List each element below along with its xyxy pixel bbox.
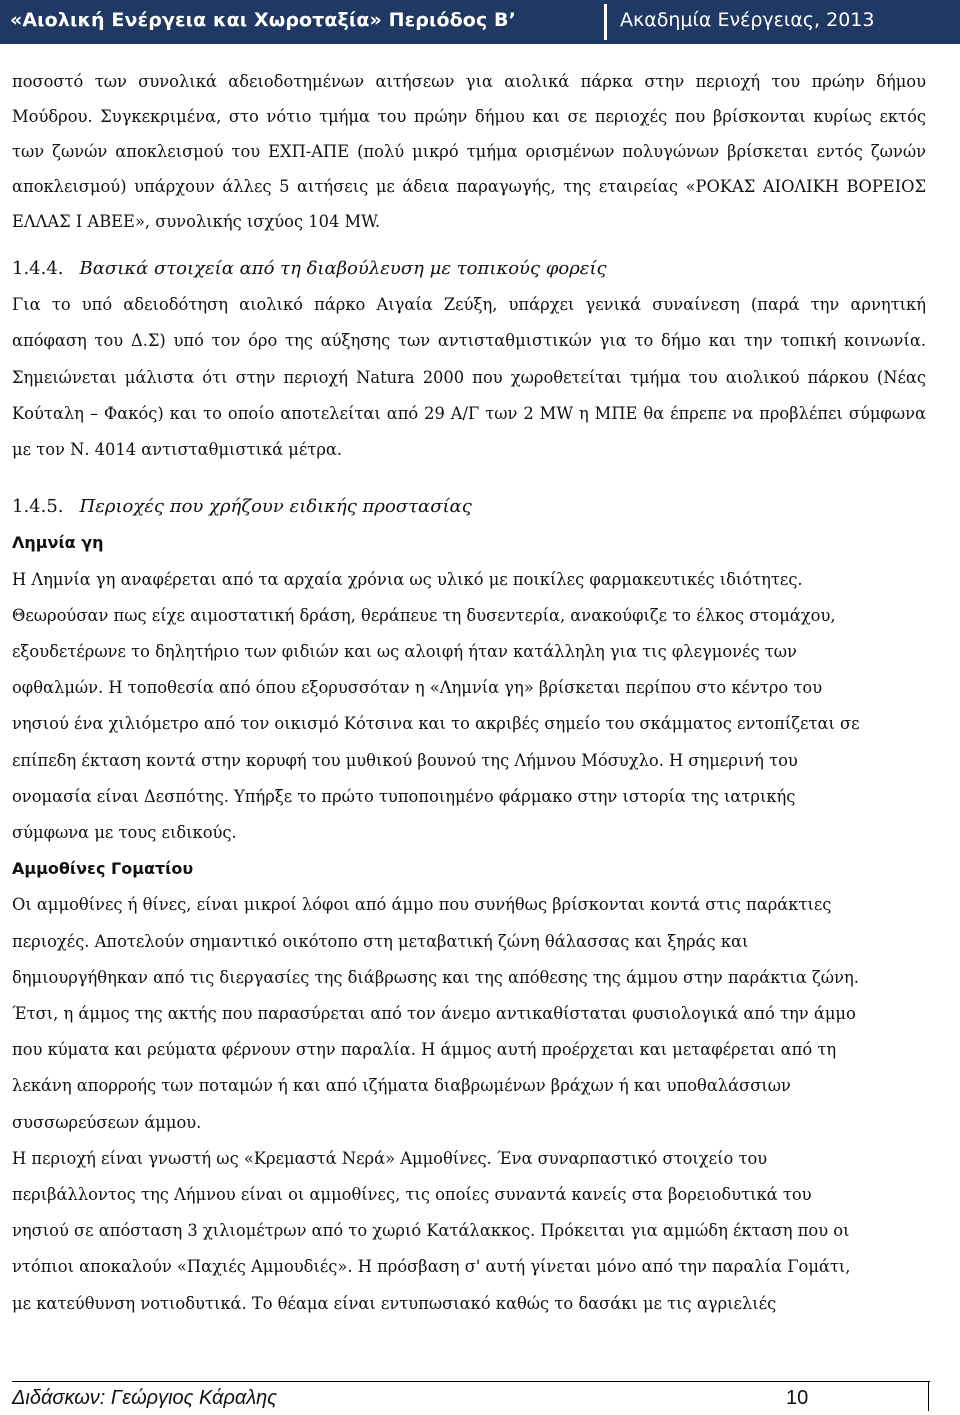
text-line: οφθαλμών. Η τοποθεσία από όπου εξορυσσόταν η «Λημνία γη» βρίσκεται περίπου στο κέντρο του — [12, 678, 823, 698]
header-separator — [604, 4, 607, 40]
text-line: ονομασία είναι Δεσπότης. Υπήρξε το πρώτο τυποποιημένο φάρμακο στην ιστορία της ιατρικής — [12, 786, 796, 806]
section-heading-1-4-5 — [12, 489, 926, 525]
text-line: νησιού ένα χιλιόμετρο από τον οικισμό Κότσινα και το ακριβές σημείο του σκάμματος εντοπίζεται σε — [12, 714, 860, 734]
section-title: Περιοχές που χρήζουν ειδικής προστασίας — [79, 496, 472, 518]
text-line: συσσωρεύσεων άμμου. — [12, 1112, 202, 1132]
intro-paragraph: ποσοστό των συνολικά αδειοδοτημένων αιτήσεων για αιολικά πάρκα στην περιοχή του πρώην δήμου Μούδρου. Συγκεκριμένα, στο νότιο τμήμα του πρώην δήμου και σε περιοχές που βρίσκονται κυρίως εκτός των ζωνών αποκλεισμού του ΕΧΠ-ΑΠΕ (πολύ μικρό τμήμα ορισμένων πολυγώνων βρίσκεται εντός ζωνών αποκλεισμού) υπάρχουν άλλες 5 αιτήσεις με άδεια παραγωγής, της εταιρείας «ΡΟΚΑΣ ΑΙΟΛΙΚΗ ΒΟΡΕΙΟΣ ΕΛΛΑΣ Ι ΑΒΕΕ», συνολικής ισχύος 104 MW. — [12, 72, 926, 231]
header-academy: Ακαδημία Ενέργειας, 2013 — [620, 9, 875, 31]
section-number: 1.4.5. — [12, 496, 64, 518]
page-number: 10 — [786, 1387, 809, 1409]
subheading-lemnian-earth: Λημνία γη — [12, 533, 104, 553]
text-line: Οι αμμοθίνες ή θίνες, είναι μικροί λόφοι από άμμο που συνήθως βρίσκονται κοντά στις παράκτιες — [12, 895, 832, 915]
text-line: σύμφωνα με τους ειδικούς. — [12, 823, 237, 843]
header-title: «Αιολική Ενέργεια και Χωροταξία» Περιόδος Β’ — [10, 9, 516, 31]
section-number: 1.4.4. — [12, 258, 64, 279]
text-line: με κατεύθυνση νοτιοδυτικά. Το θέαμα είναι εντυπωσιακό καθώς το δασάκι με τις αγριελιές — [12, 1293, 777, 1313]
text-line: που κύματα και ρεύματα φέρνουν στην παραλία. Η άμμος αυτή προέρχεται και μεταφέρεται από τη — [12, 1040, 837, 1060]
gomati-dunes-paragraph — [12, 887, 926, 1321]
text-line: νησιού σε απόσταση 3 χιλιομέτρων από το χωριό Κατάλακκος. Πρόκειται για αμμώδη έκταση που οι — [12, 1221, 850, 1241]
text-line: ντόπιοι αποκαλούν «Παχιές Αμμουδιές». Η πρόσβαση σ' αυτή γίνεται μόνο από την παραλία Γομάτι, — [12, 1257, 851, 1277]
footer-rule — [12, 1381, 930, 1382]
text-line: λεκάνη απορροής των ποταμών ή και από ιζήματα διαβρωμένων βράχων ή και υποθαλάσσιων — [12, 1076, 791, 1096]
page-header — [0, 0, 960, 44]
text-line: Η περιοχή είναι γνωστή ως «Κρεμαστά Νερά» Αμμοθίνες. Ένα συναρπαστικό στοιχείο του — [12, 1148, 768, 1168]
section-title: Βασικά στοιχεία από τη διαβούλευση με τοπικούς φορείς — [79, 258, 607, 279]
section-heading-1-4-4 — [12, 251, 926, 287]
text-line: Θεωρούσαν πως είχε αιμοστατική δράση, θεράπευε τη δυσεντερία, ανακούφιζε το έλκος στομάχου, — [12, 605, 836, 625]
text-line: Η Λημνία γη αναφέρεται από τα αρχαία χρόνια ως υλικό με ποικίλες φαρμακευτικές ιδιότητες. — [12, 569, 803, 589]
text-line: επίπεδη έκταση κοντά στην κορυφή του μυθικού βουνού της Λήμνου Μόσυχλο. Η σημερινή του — [12, 750, 798, 770]
lemnian-earth-paragraph — [12, 562, 926, 852]
document-body — [12, 64, 926, 1322]
footer-rule-tick — [928, 1381, 929, 1411]
consultation-paragraph: Για το υπό αδειοδότηση αιολικό πάρκο Αιγαία Ζεύξη, υπάρχει γενικά συναίνεση (παρά την αρνητική απόφαση του Δ.Σ) υπό τον όρο της αύξησης των αντισταθμιστικών για το δήμο και την τοπική κοινωνία. Σημειώνεται μάλιστα ότι στην περιοχή Natura 2000 που χωροθετείται τμήμα του αιολικού πάρκου (Νέας Κούταλη – Φακός) και το οποίο αποτελείται από 29 Α/Γ των 2 MW η ΜΠΕ θα έπρεπε να προβλέπει σύμφωνα με τον Ν. 4014 αντισταθμιστικά μέτρα. — [12, 295, 926, 460]
footer-instructor: Διδάσκων: Γεώργιος Κάραλης — [12, 1387, 277, 1409]
text-line: δημιουργήθηκαν από τις διεργασίες της διάβρωσης και της απόθεσης της άμμου στην παράκτια ζώνη. — [12, 967, 859, 987]
subheading-gomati-dunes: Αμμοθίνες Γοματίου — [12, 859, 194, 879]
text-line: περιοχές. Αποτελούν σημαντικό οικότοπο στη μεταβατική ζώνη θάλασσας και ξηράς και — [12, 931, 749, 951]
text-line: περιβάλλοντος της Λήμνου είναι οι αμμοθίνες, τις οποίες συναντά κανείς στα βορειοδυτικά του — [12, 1185, 812, 1205]
text-line: Έτσι, η άμμος της ακτής που παρασύρεται από τον άνεμο αντικαθίσταται φυσιολογικά από την άμμο — [12, 1004, 856, 1024]
text-line: εξουδετέρωνε το δηλητήριο των φιδιών και ως αλοιφή ήταν κατάλληλη για τις φλεγμονές των — [12, 642, 797, 662]
